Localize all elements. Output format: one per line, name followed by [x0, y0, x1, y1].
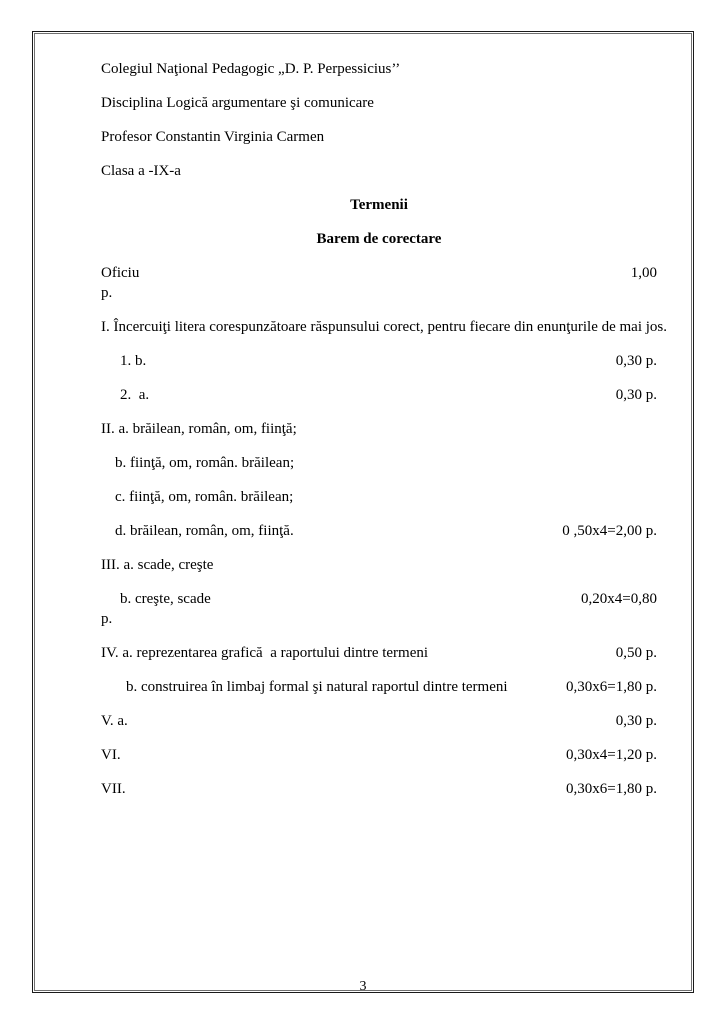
- VI-label: VI.: [101, 747, 121, 763]
- section-III-continuation: p.: [101, 611, 113, 627]
- page-title: Termenii: [350, 197, 408, 213]
- header-line-subject: Disciplina Logică argumentare şi comunicare: [101, 95, 374, 111]
- row-IV-item-a: [101, 646, 657, 661]
- III-item-b-label: b. creşte, scade: [120, 591, 211, 607]
- V-points: 0,30 p.: [615, 713, 657, 729]
- I-item-1-points: 0,30 p.: [615, 353, 657, 369]
- V-label: V. a.: [101, 713, 128, 729]
- II-item-d-points: 0 ,50x4=2,00 p.: [562, 523, 657, 539]
- page-border: [32, 31, 694, 993]
- row-oficiu: [101, 266, 657, 281]
- row-III-item-a: [101, 558, 657, 573]
- II-item-c-label: c. fiinţă, om, român. brăilean;: [115, 489, 294, 505]
- oficiu-label: Oficiu: [101, 265, 140, 281]
- III-item-b-points: 0,20x4=0,80: [581, 591, 657, 607]
- IV-item-a-label: IV. a. reprezentarea grafică a raportului dintre termeni: [101, 645, 429, 661]
- document-body: [101, 61, 668, 816]
- row-II-item-c: [101, 490, 657, 505]
- II-item-a-label: II. a. brăilean, român, om, fiinţă;: [101, 421, 297, 437]
- page-subtitle: Barem de corectare: [316, 231, 442, 247]
- row-II-item-a: [101, 422, 657, 437]
- row-VI: [101, 748, 657, 763]
- page-number: 3: [359, 979, 367, 994]
- header-line-school: Colegiul Naţional Pedagogic „D. P. Perpessicius’’: [101, 61, 401, 77]
- I-item-1-label: 1. b.: [120, 353, 147, 369]
- row-II-item-d: [101, 524, 657, 539]
- row-VII: [101, 782, 657, 797]
- header-line-teacher: Profesor Constantin Virginia Carmen: [101, 129, 325, 145]
- IV-item-a-points: 0,50 p.: [615, 645, 657, 661]
- row-I-item-1: [101, 354, 657, 369]
- VII-points: 0,30x6=1,80 p.: [566, 781, 657, 797]
- III-item-a-label: III. a. scade, creşte: [101, 557, 214, 573]
- VII-label: VII.: [101, 781, 126, 797]
- IV-item-b-label: b. construirea în limbaj formal şi natural raportul dintre termeni: [126, 679, 508, 695]
- section-I-instruction: I. Încercuiţi litera corespunzătoare răspunsului corect, pentru fiecare din enunţurile de mai jos.: [101, 319, 668, 335]
- row-I-item-2: [101, 388, 657, 403]
- I-item-2-points: 0,30 p.: [615, 387, 657, 403]
- II-item-d-label: d. brăilean, român, om, fiinţă.: [115, 523, 294, 539]
- row-IV-item-b: [101, 680, 657, 695]
- oficiu-points: 1,00: [630, 265, 657, 281]
- IV-item-b-points: 0,30x6=1,80 p.: [566, 679, 657, 695]
- oficiu-continuation: p.: [101, 285, 113, 301]
- row-III-item-b: [101, 592, 657, 607]
- row-V: [101, 714, 657, 729]
- header-line-class: Clasa a -IX-a: [101, 163, 181, 179]
- row-II-item-b: [101, 456, 657, 471]
- I-item-2-label: 2. a.: [120, 387, 150, 403]
- VI-points: 0,30x4=1,20 p.: [566, 747, 657, 763]
- II-item-b-label: b. fiinţă, om, român. brăilean;: [115, 455, 295, 471]
